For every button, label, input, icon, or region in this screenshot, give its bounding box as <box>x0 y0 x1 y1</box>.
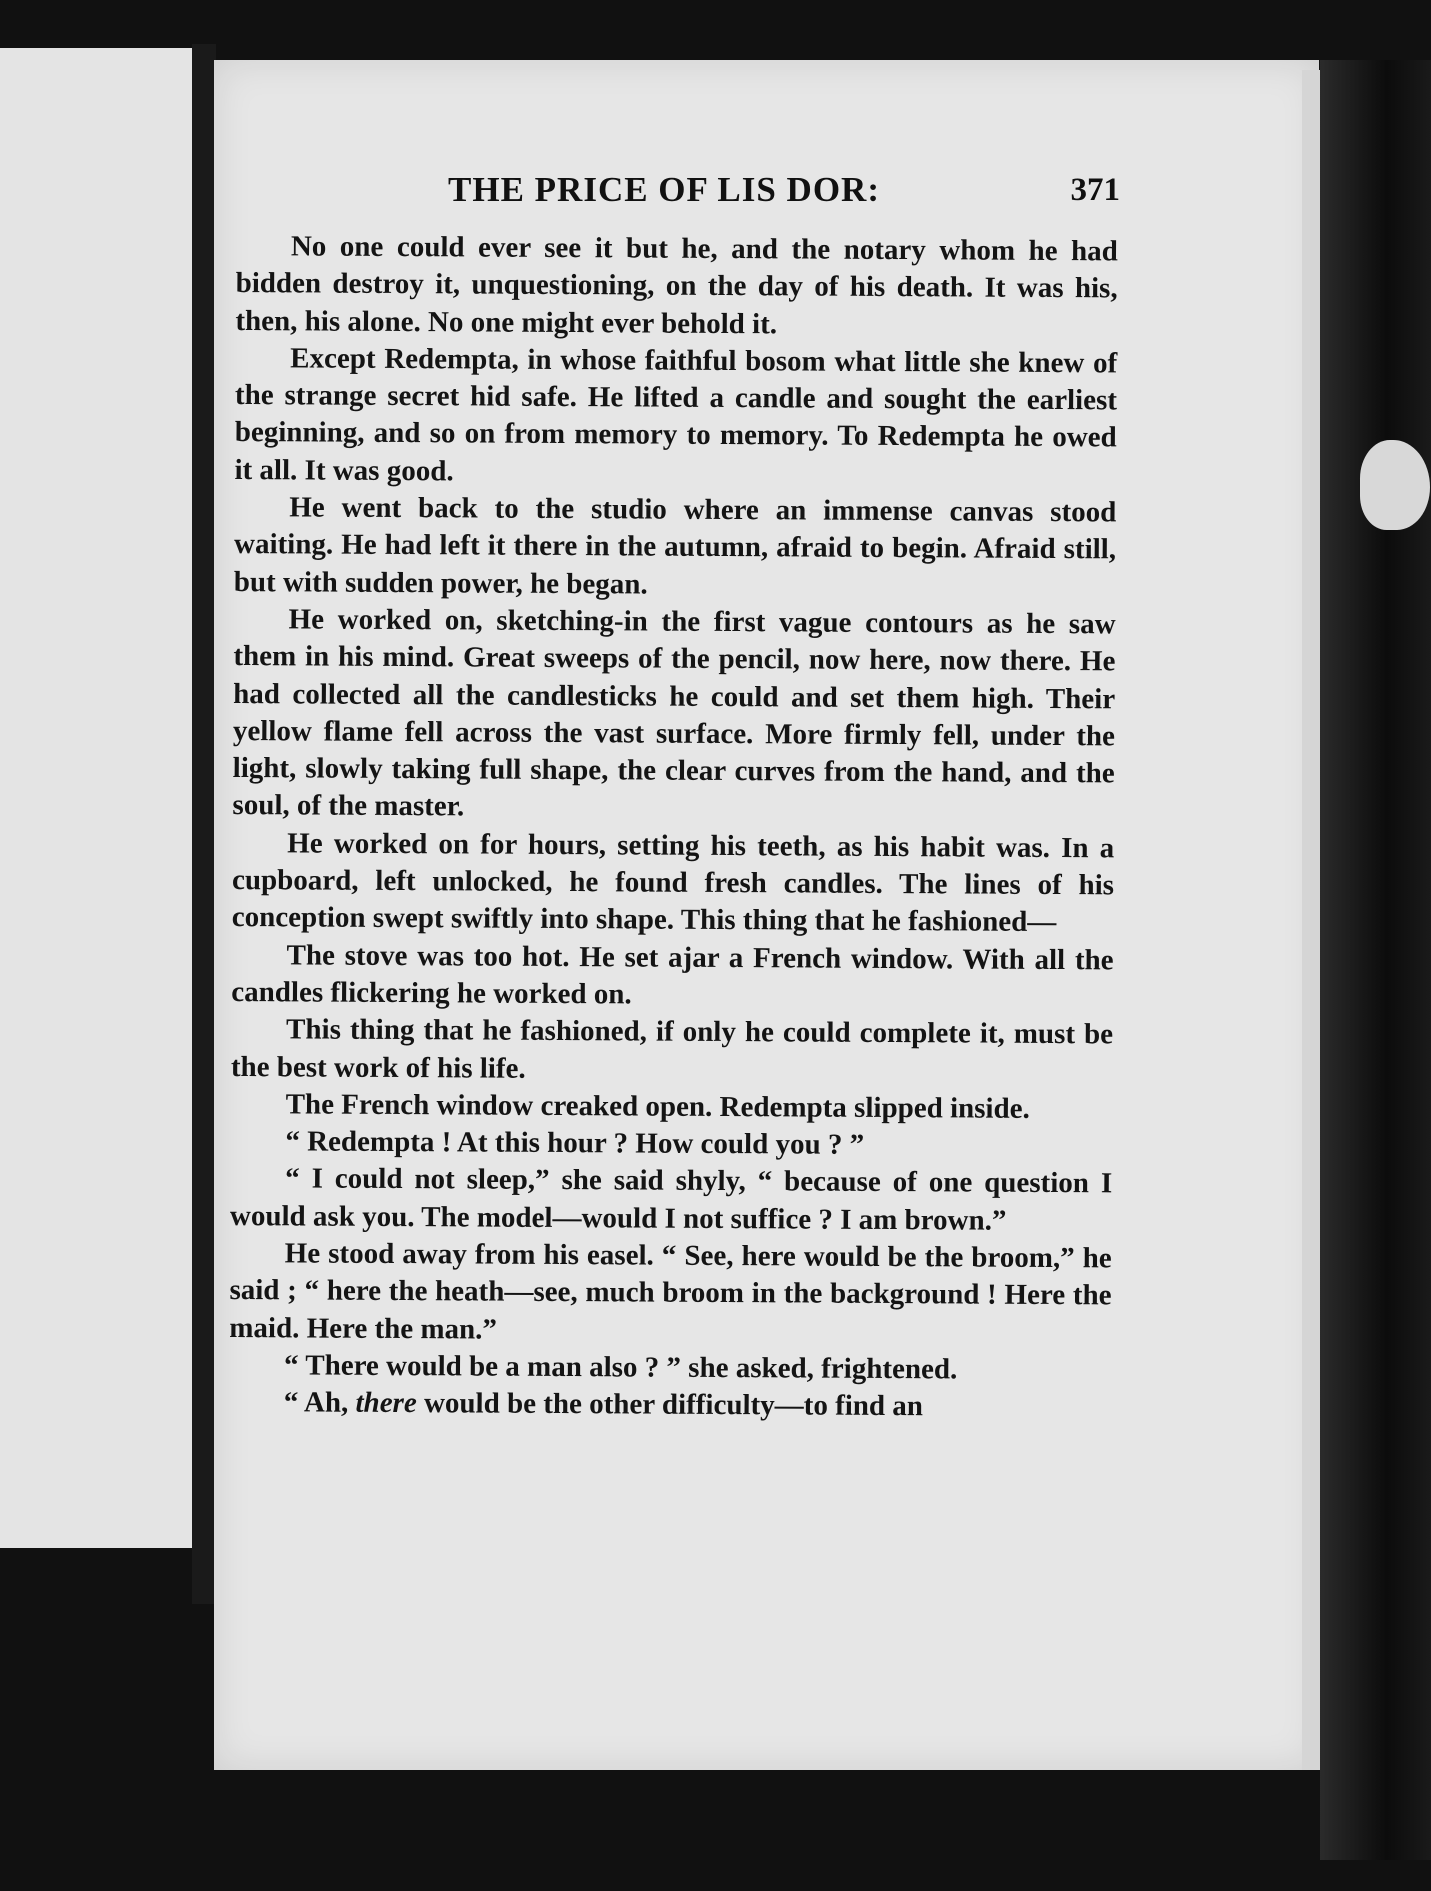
text-run: “ Ah, <box>283 1386 356 1419</box>
page-header <box>420 170 1120 220</box>
paragraph: He stood away from his easel. “ See, here would be the broom,” he said ; “ here the heath—see, much broom in the background ! Here the maid. Here the man.” <box>229 1237 1112 1346</box>
paragraph-last <box>229 1384 1111 1427</box>
paragraph: He worked on, sketching-in the first vague contours as he saw them in his mind. Great sweeps of the pencil, now here, now there. He had collected all the candlesticks he could and set them high. Their yellow flame fell across the vast surface. More firmly fell, under the light, slowly taking full shape, the clear curves from the hand, and the soul, of the master. <box>232 603 1116 823</box>
paper-stain <box>1360 440 1430 530</box>
page-edge <box>1302 70 1320 1770</box>
body-text <box>229 228 1118 1427</box>
left-page <box>0 48 198 1548</box>
paragraph: The French window creaked open. Redempta slipped inside. <box>285 1088 1030 1125</box>
book-cover-edge <box>1320 60 1431 1860</box>
paragraph: This thing that he fashioned, if only he could complete it, must be the best work of his life. <box>230 1013 1114 1085</box>
paragraph: No one could ever see it but he, and the notary whom he had bidden destroy it, unquestioning, on the day of his death. It was his, then, his alone. No one might ever behold it. <box>235 230 1118 340</box>
paragraph: Except Redempta, in whose faithful bosom what little she knew of the strange secret hid safe. He lifted a candle and sought the earliest beginning, and so on from memory to memory. To Redempta he owed it all. It was good. <box>234 342 1118 488</box>
paragraph: “ I could not sleep,” she said shyly, “ because of one question I would ask you. The model—would I not suffice ? I am brown.” <box>229 1162 1113 1237</box>
italic-word: there <box>355 1386 417 1420</box>
paragraph: “ Redempta ! At this hour ? How could you ? ” <box>285 1125 865 1161</box>
text-run: would be the other difficulty—to find an <box>416 1387 924 1423</box>
paragraph: He went back to the studio where an immense canvas stood waiting. He had left it there in the autumn, afraid to begin. Afraid still, but with sudden power, he began. <box>233 491 1117 601</box>
paragraph: He worked on for hours, setting his teeth, as his habit was. In a cupboard, left unlocked, he found fresh candles. The lines of his conception swept swiftly into shape. This thing that he fashioned— <box>231 827 1115 939</box>
paragraph: The stove was too hot. He set ajar a French window. With all the candles flickering he worked on. <box>231 938 1114 1011</box>
running-title: THE PRICE OF LIS DOR: <box>448 170 880 209</box>
paragraph: “ There would be a man also ? ” she asked, frightened. <box>283 1349 958 1386</box>
page-number: 371 <box>1070 172 1120 208</box>
book-gutter <box>192 44 216 1604</box>
